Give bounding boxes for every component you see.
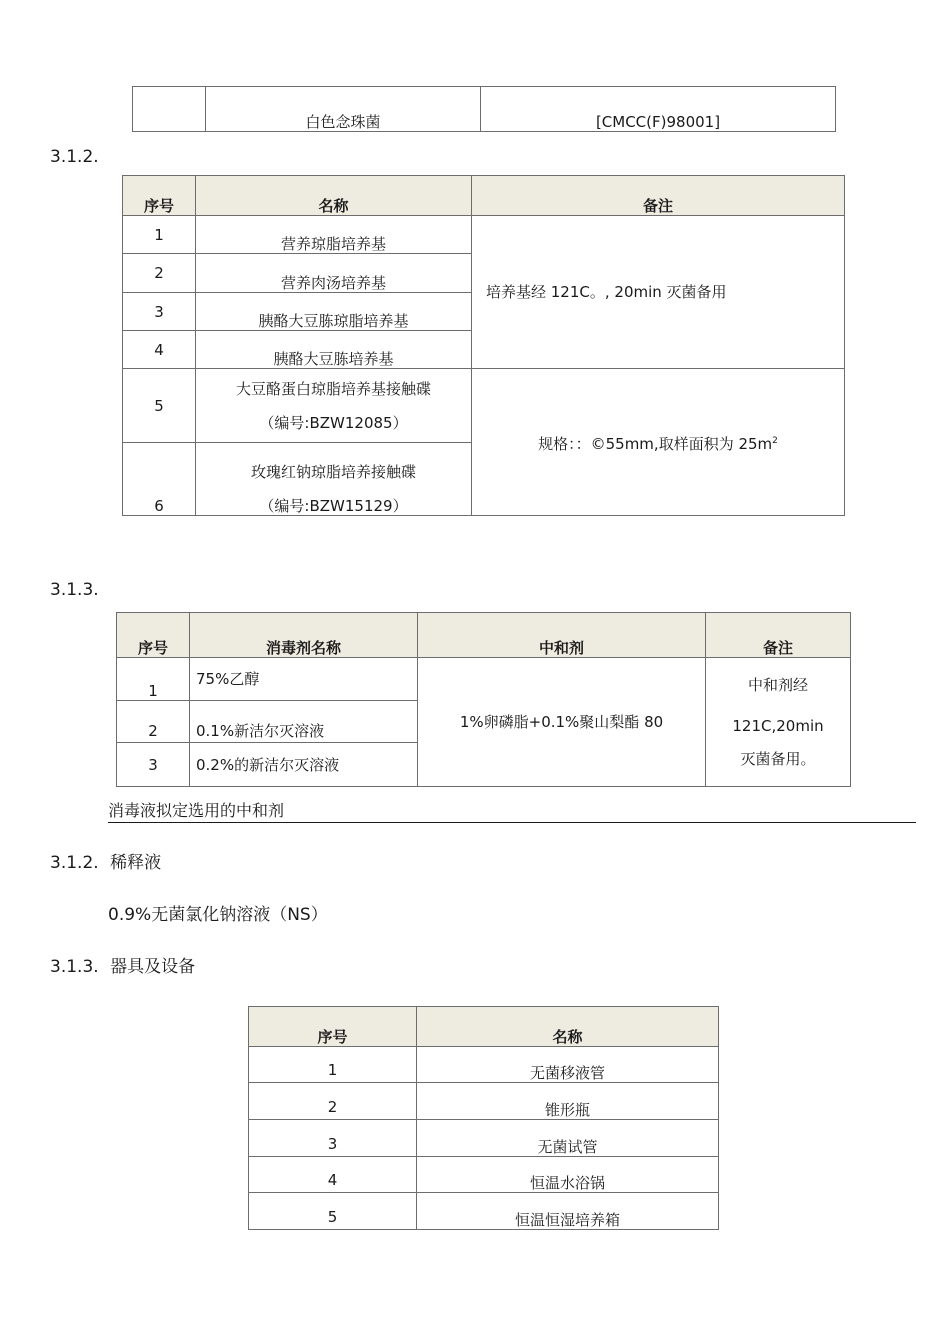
- table-row: [117, 658, 851, 701]
- num-cell: 6: [123, 443, 196, 516]
- neutralizer-note-cell: [706, 658, 851, 787]
- table-row: [249, 1047, 719, 1083]
- name-cell: 锥形瓶: [417, 1083, 719, 1120]
- name-cell: 恒温恒湿培养箱: [417, 1193, 719, 1230]
- section-diluent-heading: [50, 853, 161, 873]
- table-header-row: [117, 613, 851, 658]
- section-313-heading: 3.1.3.: [50, 580, 99, 600]
- name-line-2: （编号:BZW15129）: [259, 497, 408, 515]
- section-title: 器具及设备: [110, 957, 196, 977]
- num-cell: 4: [123, 331, 196, 369]
- name-cell: 恒温水浴锅: [417, 1157, 719, 1193]
- table-caption: [108, 800, 916, 823]
- num-cell: 2: [123, 254, 196, 293]
- strain-table: [132, 86, 836, 132]
- header-num: 序号: [123, 176, 196, 216]
- header-name: 名称: [417, 1007, 719, 1047]
- header-neutralizer: 中和剂: [418, 613, 706, 658]
- spec-superscript: 2: [772, 435, 778, 446]
- note-line-2: 121C,20min: [732, 717, 824, 735]
- header-disinfectant: 消毒剂名称: [190, 613, 418, 658]
- section-title: 稀释液: [110, 853, 162, 873]
- table-header-row: [123, 176, 845, 216]
- header-name: 名称: [196, 176, 472, 216]
- equipment-table: [248, 1006, 719, 1230]
- strain-name-cell: 白色念珠菌: [206, 87, 481, 132]
- num-cell: 1: [117, 658, 190, 701]
- strain-code-cell: [CMCC(F)98001]: [481, 87, 836, 132]
- neutralizer-cell: 1%卵磷脂+0.1%聚山梨酯 80: [418, 658, 706, 787]
- section-equipment-heading: [50, 957, 195, 977]
- header-num: 序号: [117, 613, 190, 658]
- num-cell: 1: [123, 216, 196, 254]
- disinfectant-cell: 0.1%新洁尔灭溶液: [190, 701, 418, 743]
- strain-num-cell: [133, 87, 206, 132]
- name-cell: [196, 369, 472, 443]
- header-note: 备注: [472, 176, 845, 216]
- section-312-heading: 3.1.2.: [50, 147, 99, 167]
- name-cell: 胰酪大豆胨培养基: [196, 331, 472, 369]
- name-line-1: 大豆酪蛋白琼脂培养基接触碟: [235, 379, 431, 398]
- num-cell: 1: [249, 1047, 417, 1083]
- note-line-3: 灭菌备用。: [740, 750, 816, 768]
- num-cell: 2: [117, 701, 190, 743]
- disinfectant-cell: 0.2%的新洁尔灭溶液: [190, 743, 418, 787]
- num-cell: 2: [249, 1083, 417, 1120]
- note-cell-5-6: [472, 369, 845, 516]
- table-row: [249, 1120, 719, 1157]
- num-cell: 4: [249, 1157, 417, 1193]
- name-cell: [196, 443, 472, 516]
- table-header-row: [249, 1007, 719, 1047]
- name-line-1: 玫瑰红钠琼脂培养接触碟: [250, 463, 416, 481]
- table-row: [249, 1193, 719, 1230]
- note-cell-1-4: 培养基经 121C。, 20min 灭菌备用: [472, 216, 845, 369]
- name-cell: 营养肉汤培养基: [196, 254, 472, 293]
- table-row: [123, 216, 845, 254]
- table-row: [249, 1083, 719, 1120]
- num-cell: 5: [249, 1193, 417, 1230]
- name-cell: 胰酪大豆胨琼脂培养基: [196, 293, 472, 331]
- num-cell: 3: [117, 743, 190, 787]
- num-cell: 5: [123, 369, 196, 443]
- table-row: [249, 1157, 719, 1193]
- diluent-text: 0.9%无菌氯化钠溶液（NS）: [108, 905, 328, 925]
- header-note: 备注: [706, 613, 851, 658]
- header-num: 序号: [249, 1007, 417, 1047]
- table-row: [133, 87, 836, 132]
- table-row: [123, 369, 845, 443]
- note-line-1: 中和剂经: [747, 676, 808, 694]
- name-cell: 无菌试管: [417, 1120, 719, 1157]
- disinfectant-cell: 75%乙醇: [190, 658, 418, 701]
- section-number: 3.1.2.: [50, 853, 99, 873]
- name-line-2: （编号:BZW12085）: [259, 413, 408, 432]
- num-cell: 3: [249, 1120, 417, 1157]
- disinfectant-table: [116, 612, 851, 787]
- name-cell: 无菌移液管: [417, 1047, 719, 1083]
- spec-text: 规格：：©55mm,取样面积为 25m: [538, 434, 773, 453]
- media-table: [122, 175, 845, 516]
- section-number: 3.1.3.: [50, 957, 99, 977]
- num-cell: 3: [123, 293, 196, 331]
- caption-text: 消毒液拟定选用的中和剂: [108, 801, 285, 820]
- name-cell: 营养琼脂培养基: [196, 216, 472, 254]
